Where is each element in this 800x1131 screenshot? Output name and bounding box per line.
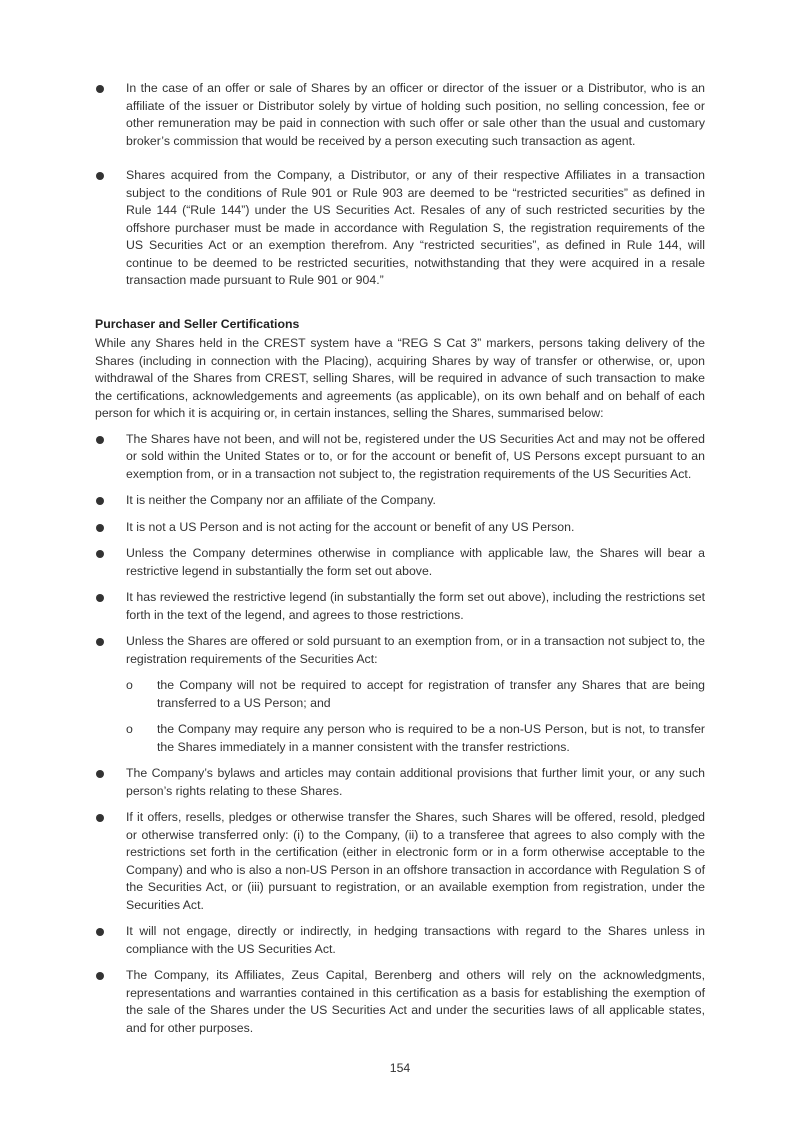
bullet-item: It will not engage, directly or indirectly, in hedging transactions with regard to the Shares unless in compliance with the US Securities Act. <box>95 923 705 958</box>
bullet-item: It has reviewed the restrictive legend (in substantially the form set out above), including the restrictions set forth in the text of the legend, and agrees to those restrictions. <box>95 589 705 624</box>
bullet-item <box>95 633 705 756</box>
bullet-item: The Company, its Affiliates, Zeus Capital, Berenberg and others will rely on the acknowledgments, representations and warranties contained in this certification as a basis for establishing the exemption of the sale of the Shares under the US Securities Act and under the securities laws of all applicable states, and for other purposes. <box>95 967 705 1037</box>
bullet-item: Unless the Company determines otherwise in compliance with applicable law, the Shares will bear a restrictive legend in substantially the form set out above. <box>95 545 705 580</box>
bullet-item: It is not a US Person and is not acting for the account or benefit of any US Person. <box>95 519 705 537</box>
sub-bullet-text: the Company may require any person who is required to be a non-US Person, but is not, to transfer the Shares immediately in a manner consistent with the transfer restrictions. <box>157 722 705 754</box>
section-intro: While any Shares held in the CREST system have a “REG S Cat 3” markers, persons taking delivery of the Shares (including in connection with the Placing), acquiring Shares by way of transfer or otherwise, or, upon withdrawal of the Shares from CREST, selling Shares, will be required in advance of such transaction to make the certifications, acknowledgements and agreements (as applicable), on its own behalf and on behalf of each person for which it is acquiring or, in certain instances, selling the Shares, summarised below: <box>95 336 705 420</box>
bullet-item: The Shares have not been, and will not be, registered under the US Securities Act and may not be offered or sold within the United States or to, or for the account or benefit of, US Persons except pursuant to an exemption from, or in a transaction not subject to, the registration requirements of the US Securities Act. <box>95 431 705 484</box>
document-page <box>95 80 705 1037</box>
bullet-item: Shares acquired from the Company, a Distributor, or any of their respective Affiliates in a transaction subject to the conditions of Rule 901 or Rule 903 are deemed to be “restricted securities” as defined in Rule 144 (“Rule 144”) under the US Securities Act. Resales of any of such restricted securities by the offshore purchaser must be made in accordance with Regulation S, the registration requirements of the US Securities Act or an exemption therefrom. Any “restricted securities”, as defined in Rule 144, will continue to be deemed to be restricted securities, notwithstanding that they were acquired in a resale transaction made pursuant to Rule 901 or 904.” <box>95 167 705 290</box>
bullet-text: Unless the Shares are offered or sold pursuant to an exemption from, or in a transaction not subject to, the registration requirements of the Securities Act: <box>126 634 705 666</box>
page-number: 154 <box>389 1061 411 1075</box>
sub-bullet-text: the Company will not be required to accept for registration of transfer any Shares that are being transferred to a US Person; and <box>157 678 705 710</box>
sub-bullet-marker: o <box>126 722 133 736</box>
section-heading: Purchaser and Seller Certifications <box>95 316 300 331</box>
bullet-item: The Company’s bylaws and articles may contain additional provisions that further limit your, or any such person’s rights relating to these Shares. <box>95 765 705 800</box>
bullet-item: If it offers, resells, pledges or otherwise transfer the Shares, such Shares will be offered, resold, pledged or otherwise transferred only: (i) to the Company, (ii) to a transferee that agrees to also comply with the restrictions set forth in the certification (either in electronic form or in a form otherwise acceptable to the Company) and who is also a non-US Person in an offshore transaction in accordance with Regulation S of the Securities Act, or (iii) pursuant to registration, or an available exemption from registration, under the Securities Act. <box>95 809 705 914</box>
sub-bullet-item <box>126 677 705 712</box>
bullet-item: In the case of an offer or sale of Shares by an officer or director of the issuer or a Distributor, who is an affiliate of the issuer or Distributor solely by virtue of holding such position, no selling concession, fee or other remuneration may be paid in connection with such offer or sale other than the usual and customary broker’s commission that would be received by a person executing such transaction as agent. <box>95 80 705 150</box>
sub-bullet-item <box>126 721 705 756</box>
bullet-item: It is neither the Company nor an affiliate of the Company. <box>95 492 705 510</box>
sub-bullet-marker: o <box>126 678 133 692</box>
